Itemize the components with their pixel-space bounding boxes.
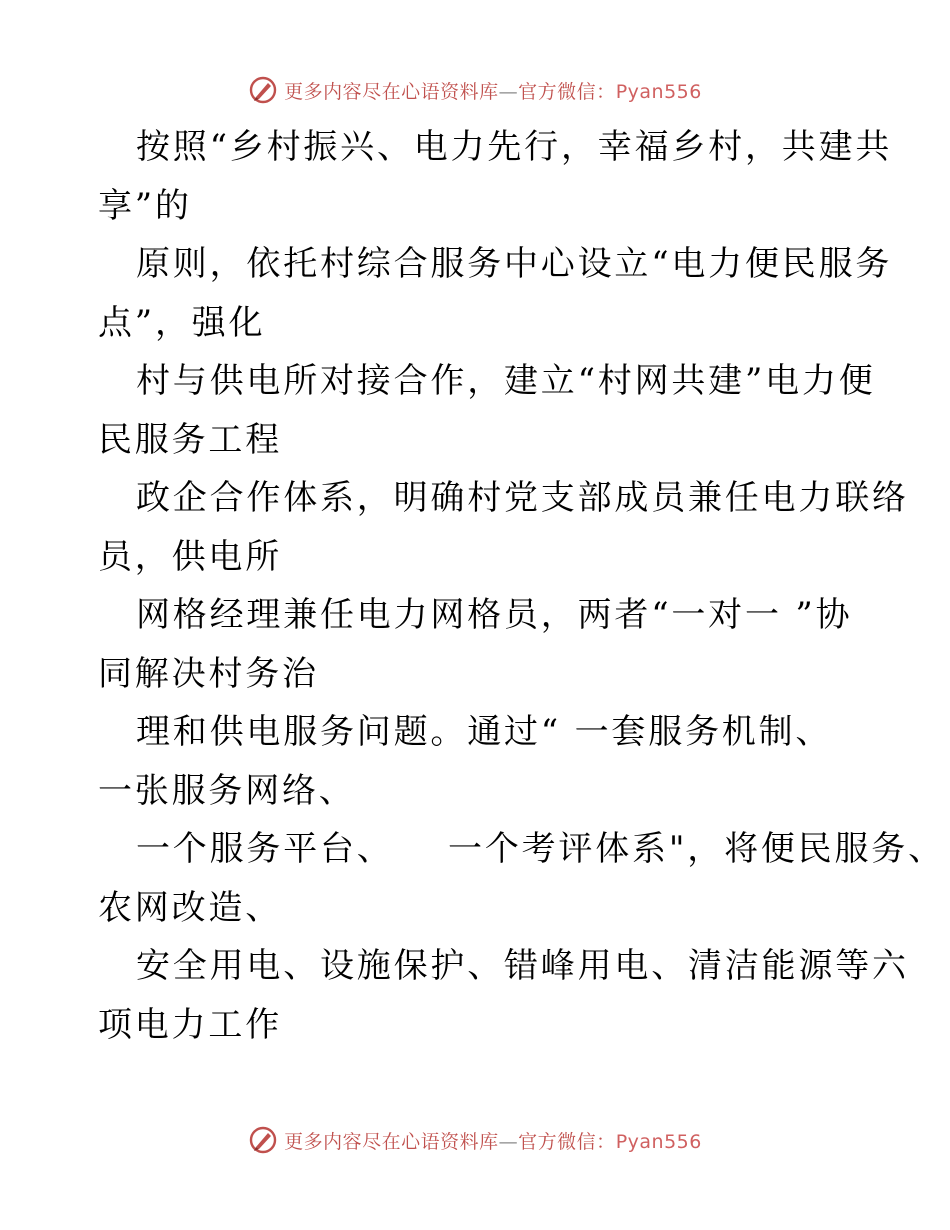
quill-pen-logo-icon — [248, 1125, 278, 1155]
text-line-7: 政企合作体系，明确村党支部成员兼任电力联络 — [136, 478, 909, 518]
text-line-12: 一张服务网络、 — [98, 770, 356, 811]
watermark-wechat-id: Pyan556 — [615, 1130, 702, 1153]
text-line-11: 理和供电服务问题。通过“ 一套服务机制、 — [136, 712, 833, 752]
watermark-separator: — — [498, 80, 519, 103]
header-watermark — [0, 70, 950, 110]
watermark-wechat-label: 官方微信： — [518, 1130, 616, 1153]
text-line-9: 网格经理兼任电力网格员，两者“一对一 ”协 — [136, 595, 853, 635]
text-line-2: 享”的 — [98, 185, 192, 226]
text-line-15: 安全用电、设施保护、错峰用电、清洁能源等六 — [136, 946, 909, 986]
text-line-16: 项电力工作 — [98, 1004, 282, 1045]
watermark-text — [284, 1127, 702, 1154]
text-line-13: 一个服务平台、 一个考评体系"，将便民服务、 — [136, 829, 945, 869]
text-line-10: 同解决村务治 — [98, 653, 319, 694]
text-line-5: 村与供电所对接合作，建立“村网共建”电力便 — [136, 361, 876, 401]
document-body — [98, 118, 945, 1054]
text-line-14: 农网改造、 — [98, 887, 282, 928]
watermark-site-text: 更多内容尽在心语资料库 — [284, 1130, 499, 1153]
quill-pen-logo-icon — [248, 75, 278, 105]
watermark-text — [284, 77, 702, 104]
footer-watermark — [0, 1120, 950, 1160]
watermark-wechat-id: Pyan556 — [615, 80, 702, 103]
text-line-3: 原则，依托村综合服务中心设立“电力便民服务 — [136, 244, 893, 284]
text-line-6: 民服务工程 — [98, 419, 282, 460]
watermark-wechat-label: 官方微信： — [518, 80, 616, 103]
watermark-separator: — — [498, 1130, 519, 1153]
text-line-1: 按照“乡村振兴、电力先行，幸福乡村，共建共 — [136, 127, 893, 167]
text-line-8: 员，供电所 — [98, 536, 282, 577]
watermark-site-text: 更多内容尽在心语资料库 — [284, 80, 499, 103]
text-line-4: 点”，强化 — [98, 302, 266, 343]
